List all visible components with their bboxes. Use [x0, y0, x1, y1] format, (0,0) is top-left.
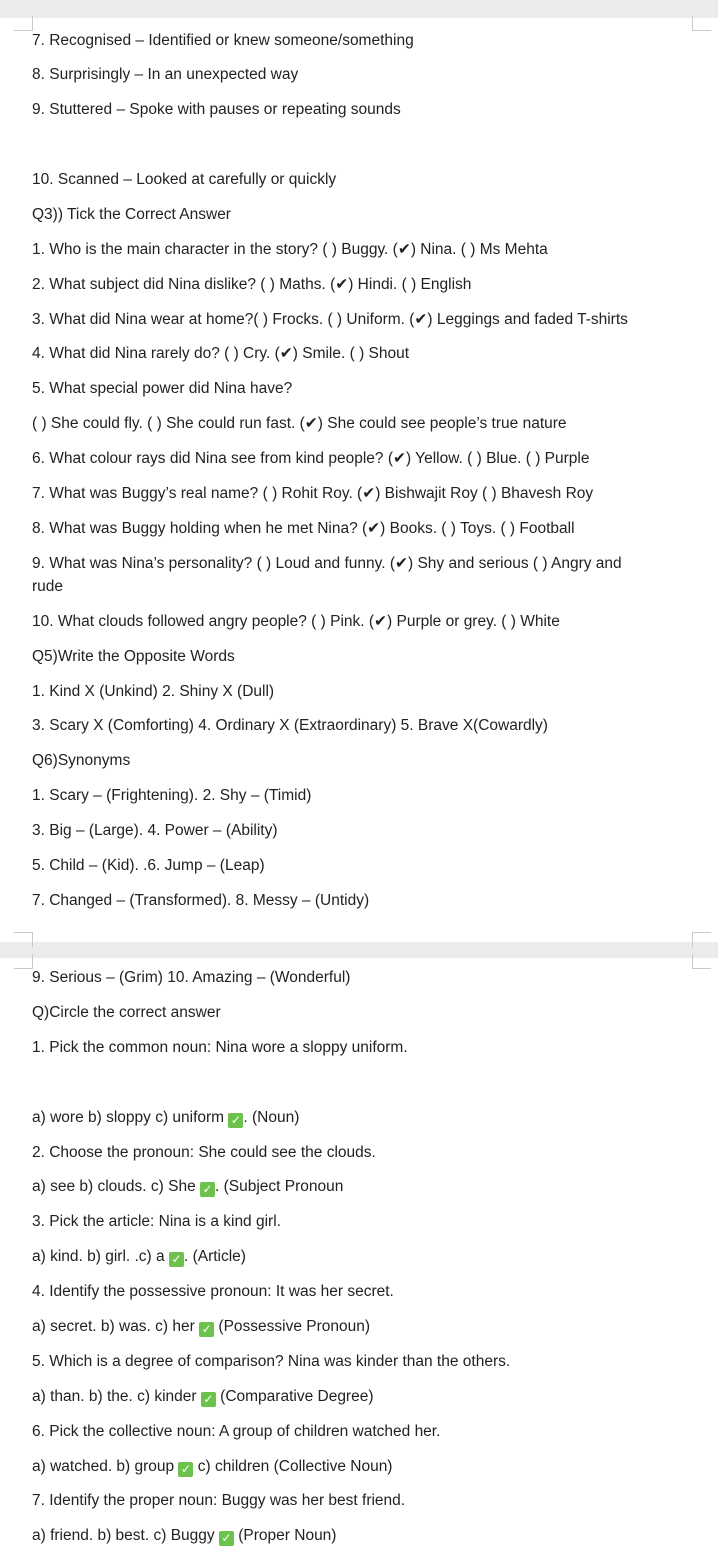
answer-text: a) kind. b) girl. .c) a — [32, 1248, 169, 1265]
page-corner-mark — [14, 16, 33, 31]
answer-line — [32, 1316, 370, 1338]
text-line: 7. Recognised – Identified or knew someone/something — [32, 32, 414, 49]
check-mark-icon: ✓ — [178, 1462, 193, 1477]
check-mark-icon: ✓ — [219, 1531, 234, 1546]
page-corner-mark — [692, 932, 711, 947]
question-line-continuation: rude — [32, 578, 64, 595]
question-line: 4. Identify the possessive pronoun: It was her secret. — [32, 1283, 394, 1300]
answer-text: a) see b) clouds. c) She — [32, 1178, 200, 1195]
text-line: 9. Stuttered – Spoke with pauses or repeating sounds — [32, 101, 401, 118]
page-gap-top — [0, 0, 718, 18]
check-mark-icon: ✓ — [199, 1322, 214, 1337]
answer-line — [32, 1525, 336, 1547]
question-line: 2. Choose the pronoun: She could see the clouds. — [32, 1144, 376, 1161]
question-line: 1. Pick the common noun: Nina wore a sloppy uniform. — [32, 1039, 408, 1056]
section-heading: Q6)Synonyms — [32, 752, 131, 769]
section-heading: Q3)) Tick the Correct Answer — [32, 206, 231, 223]
text-line: 9. Serious – (Grim) 10. Amazing – (Wonderful) — [32, 969, 351, 986]
question-line: 7. What was Buggy’s real name? ( ) Rohit Roy. (✔) Bishwajit Roy ( ) Bhavesh Roy — [32, 485, 594, 502]
answer-note: . (Noun) — [243, 1109, 300, 1126]
answer-line — [32, 1456, 392, 1478]
check-mark-icon: ✓ — [200, 1182, 215, 1197]
text-line: 1. Kind X (Unkind) 2. Shiny X (Dull) — [32, 683, 275, 700]
answer-line: ( ) She could fly. ( ) She could run fast. (✔) She could see people’s true nature — [32, 415, 567, 432]
question-line: 5. Which is a degree of comparison? Nina was kinder than the others. — [32, 1353, 511, 1370]
page-corner-mark — [692, 954, 711, 969]
question-line: 8. What was Buggy holding when he met Nina? (✔) Books. ( ) Toys. ( ) Football — [32, 520, 575, 537]
question-line: 3. What did Nina wear at home?( ) Frocks. ( ) Uniform. (✔) Leggings and faded T-shirts — [32, 311, 628, 328]
question-line: 7. Identify the proper noun: Buggy was her best friend. — [32, 1492, 406, 1509]
text-line: 7. Changed – (Transformed). 8. Messy – (Untidy) — [32, 892, 370, 909]
page-corner-mark — [692, 16, 711, 31]
question-line: 6. What colour rays did Nina see from kind people? (✔) Yellow. ( ) Blue. ( ) Purple — [32, 450, 590, 467]
answer-note: (Proper Noun) — [233, 1527, 337, 1544]
text-line: 1. Scary – (Frightening). 2. Shy – (Timid) — [32, 787, 312, 804]
page-gap — [0, 942, 718, 958]
question-line: 3. Pick the article: Nina is a kind girl. — [32, 1213, 281, 1230]
answer-note: (Comparative Degree) — [215, 1388, 374, 1405]
answer-line — [32, 1246, 246, 1268]
answer-note: c) children (Collective Noun) — [193, 1458, 393, 1475]
question-line: 9. What was Nina’s personality? ( ) Loud and funny. (✔) Shy and serious ( ) Angry and — [32, 555, 622, 572]
answer-text: a) friend. b) best. c) Buggy — [32, 1527, 219, 1544]
section-heading: Q)Circle the correct answer — [32, 1004, 221, 1021]
question-line: 10. What clouds followed angry people? ( ) Pink. (✔) Purple or grey. ( ) White — [32, 613, 560, 630]
question-line: 4. What did Nina rarely do? ( ) Cry. (✔) Smile. ( ) Shout — [32, 345, 410, 362]
check-mark-icon: ✓ — [228, 1113, 243, 1128]
question-line: 1. Who is the main character in the story? ( ) Buggy. (✔) Nina. ( ) Ms Mehta — [32, 241, 548, 258]
answer-text: a) than. b) the. c) kinder — [32, 1388, 201, 1405]
question-line: 5. What special power did Nina have? — [32, 380, 293, 397]
question-line: 6. Pick the collective noun: A group of children watched her. — [32, 1423, 441, 1440]
page-corner-mark — [14, 954, 33, 969]
check-mark-icon: ✓ — [201, 1392, 216, 1407]
question-line: 2. What subject did Nina dislike? ( ) Maths. (✔) Hindi. ( ) English — [32, 276, 472, 293]
text-line: 10. Scanned – Looked at carefully or quickly — [32, 171, 337, 188]
answer-note: . (Subject Pronoun — [215, 1178, 344, 1195]
text-line: 8. Surprisingly – In an unexpected way — [32, 66, 299, 83]
answer-text: a) watched. b) group — [32, 1458, 179, 1475]
answer-line — [32, 1107, 299, 1129]
answer-text: a) wore b) sloppy c) uniform — [32, 1109, 229, 1126]
section-heading: Q5)Write the Opposite Words — [32, 648, 235, 665]
check-mark-icon: ✓ — [169, 1252, 184, 1267]
answer-line — [32, 1176, 343, 1198]
answer-note: . (Article) — [183, 1248, 246, 1265]
text-line: 3. Scary X (Comforting) 4. Ordinary X (Extraordinary) 5. Brave X(Cowardly) — [32, 717, 548, 734]
answer-text: a) secret. b) was. c) her — [32, 1318, 200, 1335]
text-line: 5. Child – (Kid). .6. Jump – (Leap) — [32, 857, 265, 874]
answer-note: (Possessive Pronoun) — [214, 1318, 371, 1335]
page-corner-mark — [14, 932, 33, 947]
text-line: 3. Big – (Large). 4. Power – (Ability) — [32, 822, 278, 839]
answer-line — [32, 1386, 374, 1408]
